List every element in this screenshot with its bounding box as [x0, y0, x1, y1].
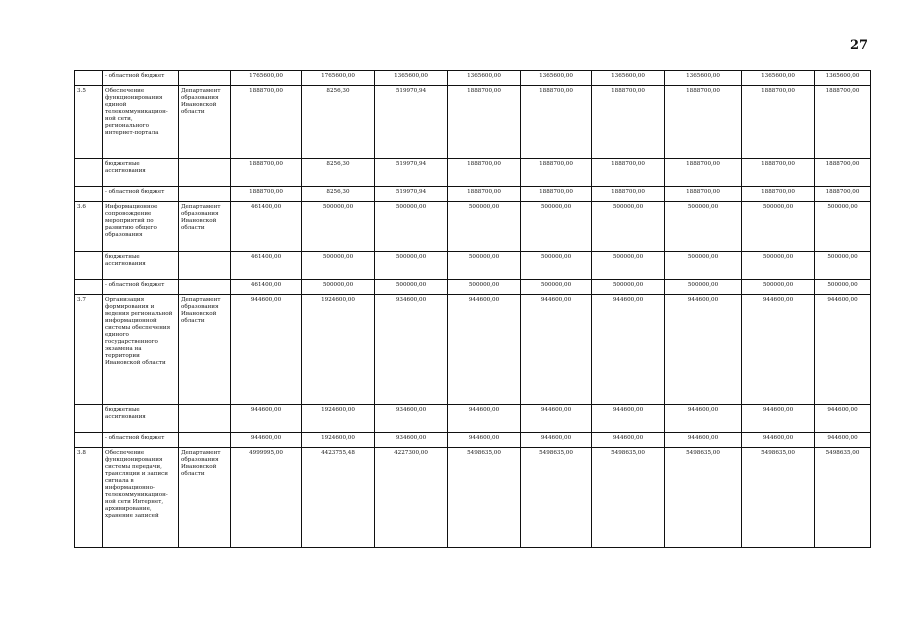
table-row [75, 252, 871, 280]
amount-cell: 8256,30 [302, 86, 375, 159]
row-index-cell: 3.6 [75, 202, 103, 252]
row-department-cell [179, 405, 231, 433]
amount-cell: 500000,00 [448, 202, 521, 252]
amount-cell: 5498635,00 [815, 448, 871, 548]
amount-cell: 1924600,00 [302, 405, 375, 433]
amount-cell: 1888700,00 [742, 86, 815, 159]
amount-cell: 1888700,00 [665, 86, 742, 159]
amount-cell: 944600,00 [742, 405, 815, 433]
table-row [75, 159, 871, 187]
amount-cell: 1365600,00 [592, 71, 665, 86]
amount-cell: 500000,00 [302, 202, 375, 252]
amount-cell: 934600,00 [375, 295, 448, 405]
row-description-cell: бюджетные ассигнования [103, 252, 179, 280]
amount-cell: 1888700,00 [521, 159, 592, 187]
amount-cell: 500000,00 [742, 252, 815, 280]
amount-cell: 944600,00 [592, 433, 665, 448]
amount-cell: 1765600,00 [231, 71, 302, 86]
table-row [75, 280, 871, 295]
amount-cell: 4999995,00 [231, 448, 302, 548]
amount-cell: 944600,00 [665, 295, 742, 405]
amount-cell: 5498635,00 [665, 448, 742, 548]
amount-cell: 1365600,00 [521, 71, 592, 86]
amount-cell: 500000,00 [375, 202, 448, 252]
amount-cell: 944600,00 [815, 433, 871, 448]
amount-cell: 500000,00 [815, 202, 871, 252]
amount-cell: 500000,00 [665, 252, 742, 280]
row-index-cell: 3.5 [75, 86, 103, 159]
amount-cell: 944600,00 [231, 295, 302, 405]
row-department-cell [179, 159, 231, 187]
amount-cell: 934600,00 [375, 433, 448, 448]
amount-cell: 500000,00 [592, 280, 665, 295]
amount-cell: 1888700,00 [448, 159, 521, 187]
table-row [75, 295, 871, 405]
amount-cell: 500000,00 [815, 252, 871, 280]
row-description-cell: Организация формирования и ведения региональной информационной системы обеспечения единого государственного экзамена на территории Ивановской области [103, 295, 179, 405]
row-department-cell [179, 71, 231, 86]
row-index-cell [75, 71, 103, 86]
amount-cell: 1888700,00 [742, 159, 815, 187]
amount-cell: 1888700,00 [231, 159, 302, 187]
amount-cell: 500000,00 [448, 280, 521, 295]
amount-cell: 944600,00 [742, 433, 815, 448]
amount-cell: 461400,00 [231, 202, 302, 252]
amount-cell: 500000,00 [302, 280, 375, 295]
table-row [75, 71, 871, 86]
amount-cell: 500000,00 [302, 252, 375, 280]
row-department-cell: Департамент образования Ивановской области [179, 295, 231, 405]
amount-cell: 944600,00 [815, 405, 871, 433]
amount-cell: 8256,30 [302, 159, 375, 187]
amount-cell: 944600,00 [231, 433, 302, 448]
row-index-cell [75, 159, 103, 187]
amount-cell: 944600,00 [592, 405, 665, 433]
table-row [75, 433, 871, 448]
amount-cell: 1888700,00 [815, 159, 871, 187]
amount-cell: 1888700,00 [815, 187, 871, 202]
row-description-cell: Обеспечение функционирования единой телекоммуникацион-ной сети, регионального интернет-портала [103, 86, 179, 159]
amount-cell: 1888700,00 [665, 187, 742, 202]
amount-cell: 5498635,00 [521, 448, 592, 548]
row-index-cell: 3.7 [75, 295, 103, 405]
row-description-cell: - областной бюджет [103, 280, 179, 295]
amount-cell: 1924600,00 [302, 433, 375, 448]
amount-cell: 944600,00 [815, 295, 871, 405]
amount-cell: 1888700,00 [742, 187, 815, 202]
row-index-cell [75, 252, 103, 280]
amount-cell: 944600,00 [448, 405, 521, 433]
amount-cell: 1888700,00 [521, 187, 592, 202]
row-description-cell: Информационное сопровождение мероприятий по развитию общего образования [103, 202, 179, 252]
amount-cell: 1888700,00 [592, 187, 665, 202]
amount-cell: 8256,30 [302, 187, 375, 202]
amount-cell: 944600,00 [592, 295, 665, 405]
row-department-cell [179, 252, 231, 280]
row-department-cell [179, 433, 231, 448]
amount-cell: 1888700,00 [448, 187, 521, 202]
amount-cell: 1888700,00 [448, 86, 521, 159]
table-row [75, 187, 871, 202]
amount-cell: 1365600,00 [665, 71, 742, 86]
amount-cell: 500000,00 [521, 202, 592, 252]
row-index-cell [75, 433, 103, 448]
table-row [75, 448, 871, 548]
amount-cell: 1888700,00 [231, 187, 302, 202]
amount-cell: 500000,00 [521, 252, 592, 280]
table-row [75, 202, 871, 252]
row-description-cell: - областной бюджет [103, 71, 179, 86]
amount-cell: 519970,94 [375, 187, 448, 202]
row-description-cell: - областной бюджет [103, 187, 179, 202]
amount-cell: 500000,00 [742, 280, 815, 295]
amount-cell: 500000,00 [375, 280, 448, 295]
amount-cell: 500000,00 [665, 280, 742, 295]
amount-cell: 4227300,00 [375, 448, 448, 548]
amount-cell: 944600,00 [665, 405, 742, 433]
amount-cell: 519970,94 [375, 86, 448, 159]
amount-cell: 1765600,00 [302, 71, 375, 86]
amount-cell: 500000,00 [815, 280, 871, 295]
amount-cell: 934600,00 [375, 405, 448, 433]
amount-cell: 500000,00 [375, 252, 448, 280]
table-row [75, 405, 871, 433]
table-row [75, 86, 871, 159]
amount-cell: 1888700,00 [521, 86, 592, 159]
row-index-cell [75, 187, 103, 202]
amount-cell: 944600,00 [231, 405, 302, 433]
amount-cell: 500000,00 [742, 202, 815, 252]
row-description-cell: - областной бюджет [103, 433, 179, 448]
amount-cell: 1888700,00 [815, 86, 871, 159]
amount-cell: 944600,00 [742, 295, 815, 405]
amount-cell: 944600,00 [448, 295, 521, 405]
amount-cell: 5498635,00 [448, 448, 521, 548]
amount-cell: 1924600,00 [302, 295, 375, 405]
row-department-cell [179, 280, 231, 295]
amount-cell: 500000,00 [592, 252, 665, 280]
amount-cell: 1365600,00 [448, 71, 521, 86]
amount-cell: 1365600,00 [815, 71, 871, 86]
row-department-cell: Департамент образования Ивановской области [179, 86, 231, 159]
row-department-cell: Департамент образования Ивановской области [179, 448, 231, 548]
amount-cell: 519970,94 [375, 159, 448, 187]
amount-cell: 5498635,00 [742, 448, 815, 548]
amount-cell: 5498635,00 [592, 448, 665, 548]
amount-cell: 944600,00 [521, 433, 592, 448]
amount-cell: 1365600,00 [742, 71, 815, 86]
amount-cell: 500000,00 [665, 202, 742, 252]
amount-cell: 1888700,00 [592, 86, 665, 159]
amount-cell: 500000,00 [592, 202, 665, 252]
row-department-cell: Департамент образования Ивановской области [179, 202, 231, 252]
amount-cell: 944600,00 [448, 433, 521, 448]
amount-cell: 500000,00 [448, 252, 521, 280]
row-index-cell [75, 280, 103, 295]
row-description-cell: Обеспечение функционирования системы передачи, трансляции и записи сигнала в информационно-телекоммуникацион-ной сети Интернет, архивирование, хранение записей [103, 448, 179, 548]
row-index-cell [75, 405, 103, 433]
amount-cell: 944600,00 [521, 405, 592, 433]
amount-cell: 1888700,00 [592, 159, 665, 187]
amount-cell: 500000,00 [521, 280, 592, 295]
amount-cell: 461400,00 [231, 252, 302, 280]
budget-table [74, 70, 871, 548]
row-index-cell: 3.8 [75, 448, 103, 548]
row-department-cell [179, 187, 231, 202]
amount-cell: 944600,00 [521, 295, 592, 405]
row-description-cell: бюджетные ассигнования [103, 405, 179, 433]
amount-cell: 944600,00 [665, 433, 742, 448]
amount-cell: 4423755,48 [302, 448, 375, 548]
table-body [75, 71, 871, 548]
page-number: 27 [850, 38, 869, 53]
amount-cell: 1888700,00 [231, 86, 302, 159]
amount-cell: 1365600,00 [375, 71, 448, 86]
amount-cell: 1888700,00 [665, 159, 742, 187]
amount-cell: 461400,00 [231, 280, 302, 295]
row-description-cell: бюджетные ассигнования [103, 159, 179, 187]
